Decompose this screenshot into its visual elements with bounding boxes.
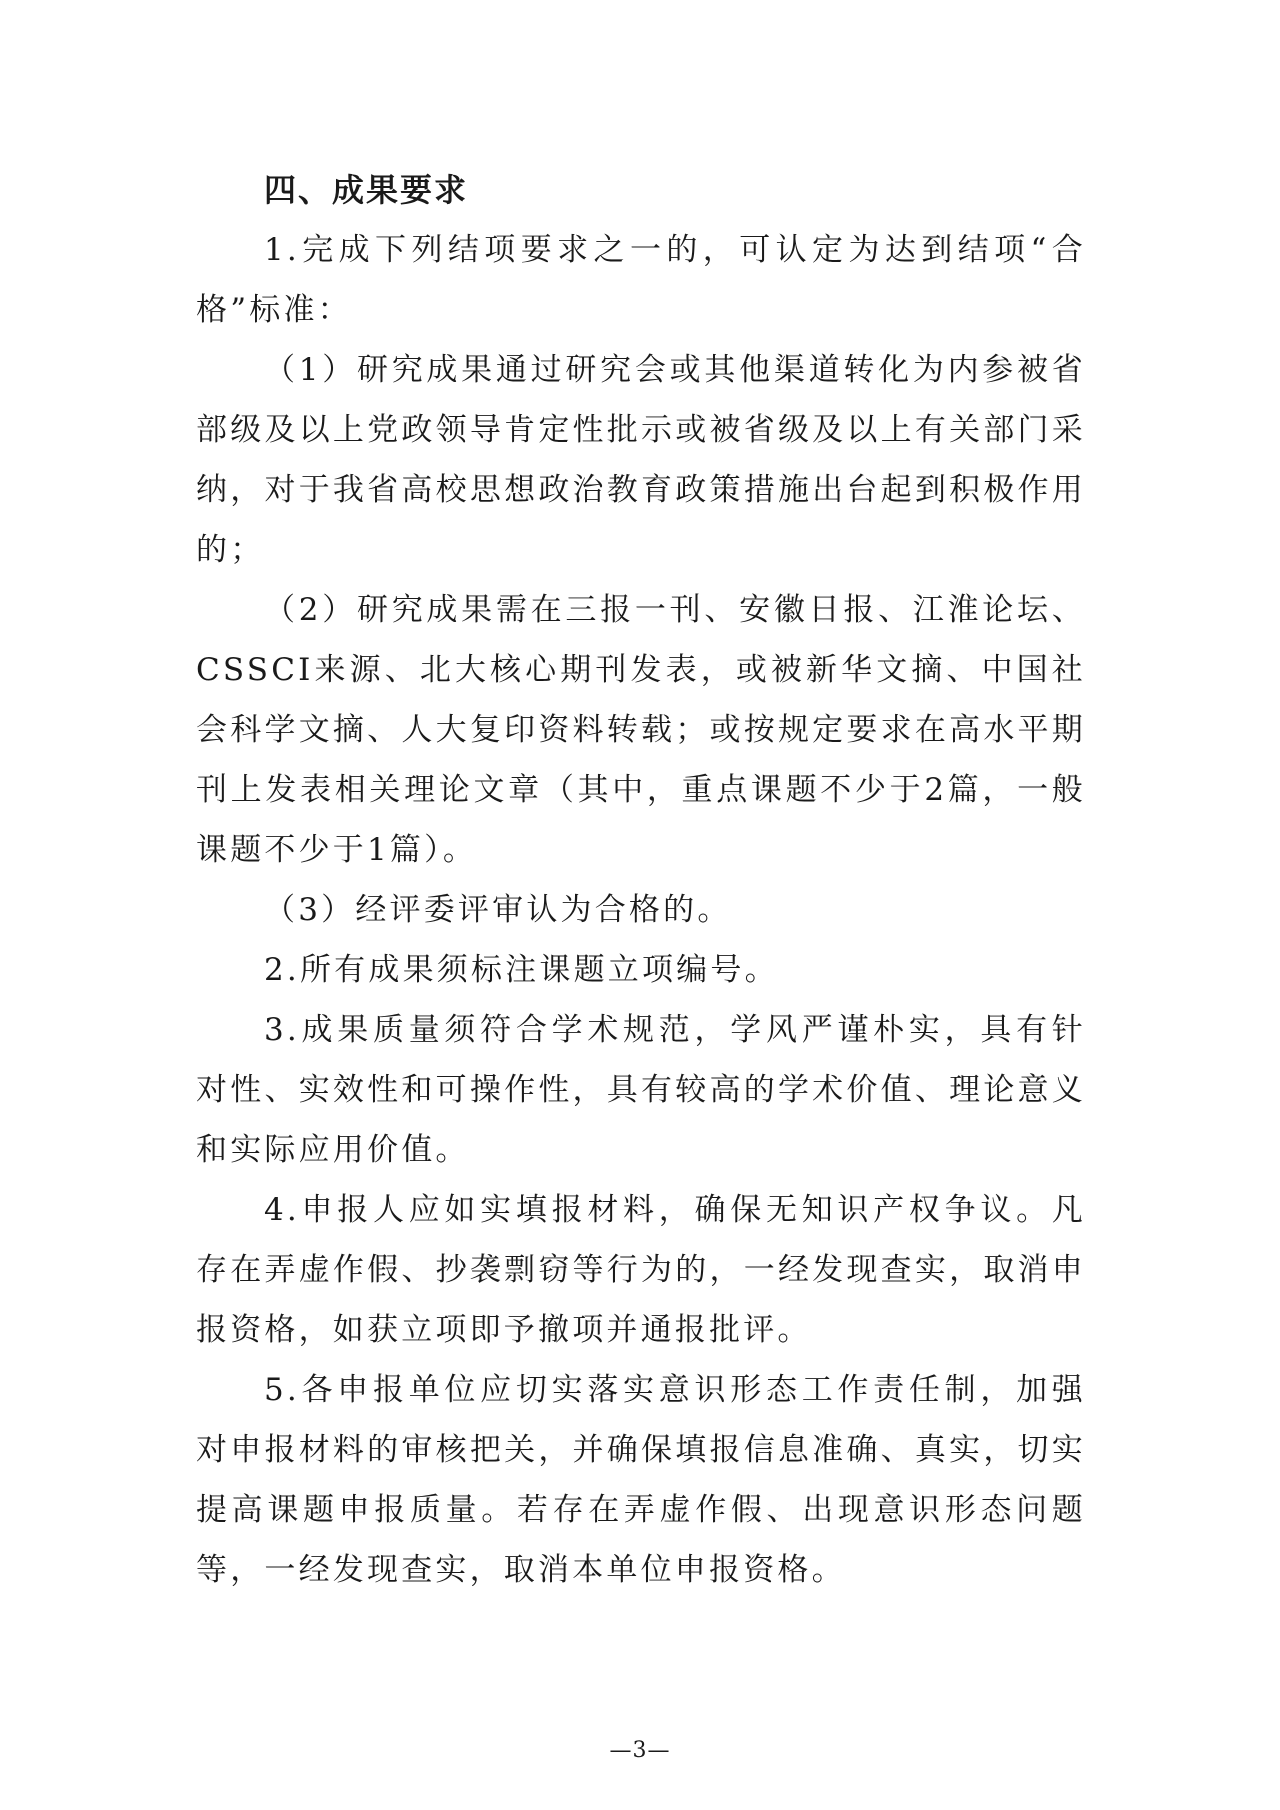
section-heading: 四、成果要求 (264, 171, 469, 209)
page-number: —3— (609, 1738, 671, 1763)
page-body (196, 160, 1086, 1600)
paragraph-item-2: 2.所有成果须标注课题立项编号。 (264, 952, 779, 988)
paragraph-item-1-1: （1）研究成果通过研究会或其他渠道转化为内参被省部级及以上党政领导肯定性批示或被省级及以上有关部门采纳，对于我省高校思想政治教育政策措施出台起到积极作用的； (196, 352, 1086, 568)
paragraph-item-4: 4.申报人应如实填报材料，确保无知识产权争议。凡存在弄虚作假、抄袭剽窃等行为的，一经发现查实，取消申报资格，如获立项即予撤项并通报批评。 (196, 1192, 1086, 1348)
paragraph-item-1: 1.完成下列结项要求之一的，可认定为达到结项“合格”标准： (196, 232, 1086, 328)
paragraph-item-5: 5.各申报单位应切实落实意识形态工作责任制，加强对申报材料的审核把关，并确保填报信息准确、真实，切实提高课题申报质量。若存在弄虚作假、出现意识形态问题等，一经发现查实，取消本单位申报资格。 (196, 1372, 1086, 1588)
paragraph-item-1-2: （2）研究成果需在三报一刊、安徽日报、江淮论坛、CSSCI来源、北大核心期刊发表，或被新华文摘、中国社会科学文摘、人大复印资料转载；或按规定要求在高水平期刊上发表相关理论文章（其中，重点课题不少于2篇，一般课题不少于1篇）。 (196, 592, 1086, 868)
paragraph-item-3: 3.成果质量须符合学术规范，学风严谨朴实，具有针对性、实效性和可操作性，具有较高的学术价值、理论意义和实际应用价值。 (196, 1012, 1086, 1168)
paragraph-item-1-3: （3）经评委评审认为合格的。 (264, 892, 732, 928)
